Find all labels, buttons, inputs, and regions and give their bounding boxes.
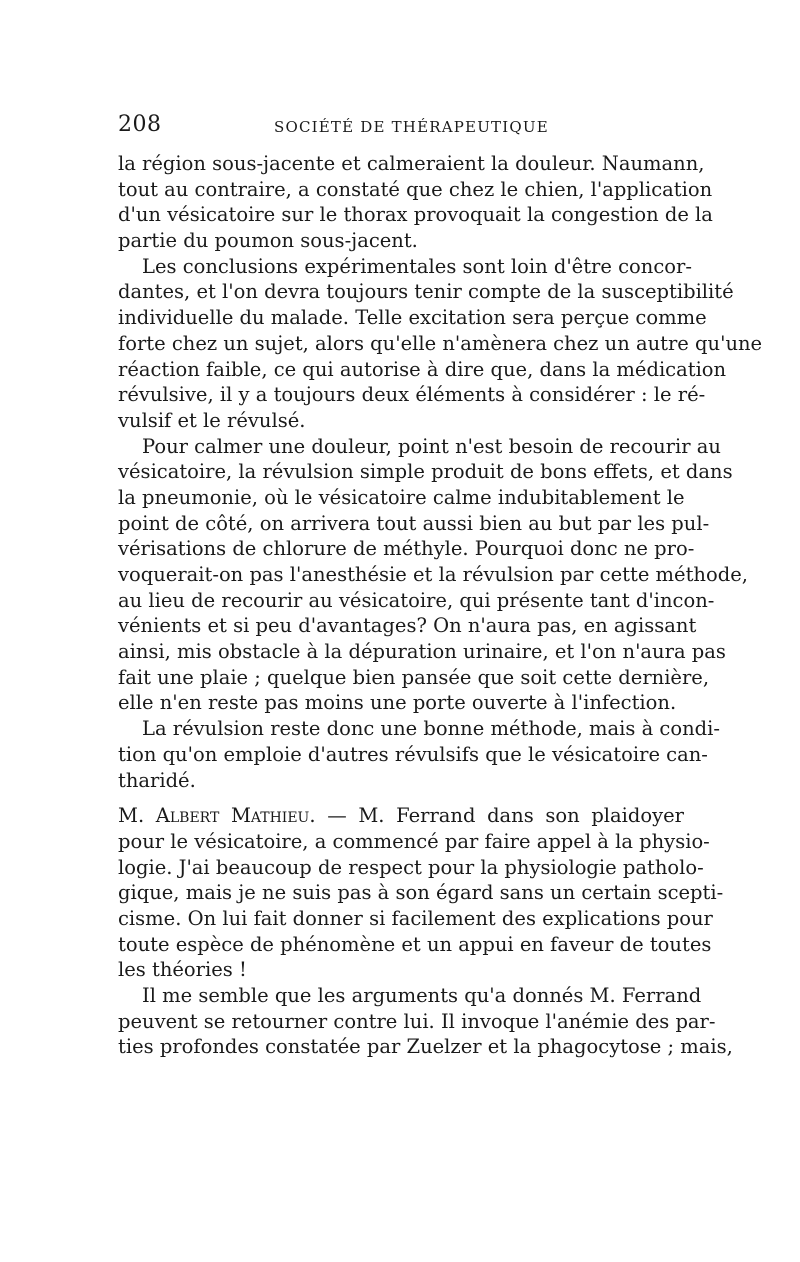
text-line: vénients et si peu d'avantages? On n'aura pas, en agissant bbox=[118, 614, 697, 638]
text-line: dantes, et l'on devra toujours tenir compte de la susceptibilité bbox=[118, 280, 734, 304]
paragraph-2 bbox=[118, 254, 763, 434]
paragraph-1 bbox=[118, 151, 713, 254]
text-line: la région sous-jacente et calmeraient la douleur. Naumann, bbox=[118, 152, 705, 175]
paragraph-4 bbox=[118, 716, 720, 793]
text-line: la pneumonie, où le vésicatoire calme indubitablement le bbox=[118, 485, 685, 509]
text-line: logie. J'ai beaucoup de respect pour la physiologie patholo- bbox=[118, 855, 704, 879]
text-line: ties profondes constatée par Zuelzer et la phagocytose ; mais, bbox=[118, 1035, 733, 1059]
paragraph-6 bbox=[118, 983, 733, 1060]
text-line: La révulsion reste donc une bonne méthode, mais à condi- bbox=[142, 717, 720, 741]
text-line: d'un vésicatoire sur le thorax provoquait la congestion de la bbox=[118, 203, 713, 227]
speaker-name: M. Albert Mathieu. bbox=[118, 804, 316, 828]
text-line: Il me semble que les arguments qu'a donnés M. Ferrand bbox=[142, 984, 702, 1007]
paragraph-5 bbox=[118, 803, 724, 983]
text-line: pour le vésicatoire, a commencé par faire appel à la physio- bbox=[118, 829, 710, 853]
running-title: SOCIÉTÉ DE THÉRAPEUTIQUE bbox=[274, 118, 549, 136]
text-line: elle n'en reste pas moins une porte ouverte à l'infection. bbox=[118, 691, 677, 715]
text-line: vésicatoire, la révulsion simple produit de bons effets, et dans bbox=[118, 460, 733, 484]
text-line: révulsive, il y a toujours deux éléments à considérer : le ré- bbox=[118, 383, 706, 407]
text-line: fait une plaie ; quelque bien pansée que soit cette dernière, bbox=[118, 665, 710, 689]
text-line: Les conclusions expérimentales sont loin d'être concor- bbox=[142, 254, 692, 278]
paragraph-gap bbox=[118, 793, 684, 803]
text-line: les théories ! bbox=[118, 958, 247, 982]
text-line: tharidé. bbox=[118, 768, 196, 792]
text-line: au lieu de recourir au vésicatoire, qui présente tant d'incon- bbox=[118, 588, 715, 612]
speaker-line-text: — M. Ferrand dans son plaidoyer bbox=[315, 804, 684, 828]
text-line: gique, mais je ne suis pas à son égard sans un certain scepti- bbox=[118, 881, 724, 905]
speaker-line bbox=[118, 803, 684, 829]
text-line: forte chez un sujet, alors qu'elle n'amènera chez un autre qu'une bbox=[118, 331, 763, 355]
text-line: individuelle du malade. Telle excitation sera perçue comme bbox=[118, 306, 707, 330]
body-text bbox=[118, 151, 763, 1060]
text-line: tion qu'on emploie d'autres révulsifs que le vésicatoire can- bbox=[118, 742, 708, 766]
text-line: cisme. On lui fait donner si facilement des explications pour bbox=[118, 906, 713, 930]
text-line: point de côté, on arrivera tout aussi bien au but par les pul- bbox=[118, 511, 710, 535]
text-line: peuvent se retourner contre lui. Il invoque l'anémie des par- bbox=[118, 1009, 716, 1033]
paragraph-3 bbox=[118, 434, 748, 717]
running-header bbox=[118, 112, 684, 142]
text-line: Pour calmer une douleur, point n'est besoin de recourir au bbox=[142, 434, 721, 458]
text-line: toute espèce de phénomène et un appui en faveur de toutes bbox=[118, 932, 712, 956]
text-line: partie du poumon sous-jacent. bbox=[118, 229, 418, 253]
text-line: réaction faible, ce qui autorise à dire que, dans la médication bbox=[118, 357, 727, 381]
page-number: 208 bbox=[118, 112, 162, 137]
text-line: ainsi, mis obstacle à la dépuration urinaire, et l'on n'aura pas bbox=[118, 640, 726, 664]
text-line: vérisations de chlorure de méthyle. Pourquoi donc ne pro- bbox=[118, 537, 695, 561]
text-line: voquerait-on pas l'anesthésie et la révulsion par cette méthode, bbox=[118, 563, 748, 586]
text-line: tout au contraire, a constaté que chez le chien, l'application bbox=[118, 177, 713, 201]
text-line: vulsif et le révulsé. bbox=[118, 408, 306, 432]
